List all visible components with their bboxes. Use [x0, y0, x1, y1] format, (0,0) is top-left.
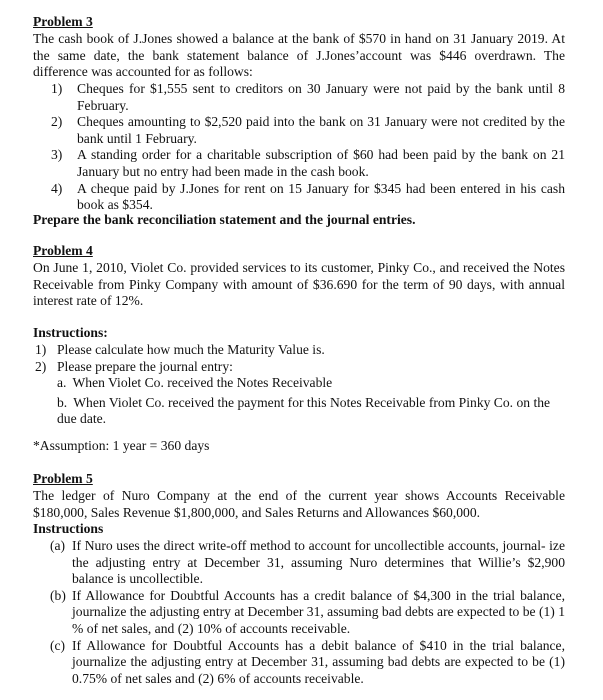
list-item — [33, 81, 565, 114]
problem-4-assumption: *Assumption: 1 year = 360 days — [33, 438, 210, 453]
list-item — [33, 359, 565, 376]
list-marker: a. — [57, 375, 67, 390]
problem-5-list — [50, 538, 565, 687]
list-marker: (c) — [50, 637, 66, 653]
list-item-text: Please calculate how much the Maturity Value is. — [57, 342, 325, 357]
list-item-text: Cheques amounting to $2,520 paid into the bank on 31 January were not credited by the bank until 1 February. — [77, 114, 565, 146]
list-marker: 2) — [51, 114, 63, 130]
list-marker: 2) — [35, 358, 47, 374]
list-item-text: When Violet Co. received the Notes Receivable — [72, 375, 333, 390]
list-item — [50, 538, 565, 588]
list-item-text: A standing order for a charitable subscription of $60 had been paid by the bank on 21 January but no entry had been made in the cash book. — [77, 147, 565, 179]
list-item — [57, 375, 565, 392]
list-item — [33, 114, 565, 147]
problem-3-intro: The cash book of J.Jones showed a balance at the bank of $570 in hand on 31 January 2019. At the same date, the bank statement balance of J.Jones’account was $446 overdrawn. The difference was accounted for as follows: — [33, 31, 565, 80]
list-item-text: A cheque paid by J.Jones for rent on 15 January for $345 had been entered in his cash book as $354. — [77, 180, 565, 213]
problem-4-heading: Problem 4 — [33, 243, 93, 258]
list-item-text: When Violet Co. received the payment for this Notes Receivable from Pinky Co. on the due date. — [57, 394, 551, 427]
list-marker: (a) — [50, 538, 66, 553]
problem-4-intro: On June 1, 2010, Violet Co. provided services to its customer, Pinky Co., and received the Notes Receivable from Pinky Company with amount of $36.690 for the term of 90 days, with annual interest rate of 12%. — [33, 260, 565, 309]
problem-5-instructions-label: Instructions — [33, 521, 104, 536]
list-item-text: If Nuro uses the direct write-off method to account for uncollectible accounts, journal- ize the adjusting entry at December 31, assuming Nuro determines that Willie’s $2,900 balance is uncollectible. — [72, 538, 565, 587]
list-marker: 4) — [51, 180, 63, 196]
problem-3-list — [33, 81, 565, 214]
list-item-text: Cheques for $1,555 sent to creditors on 30 January were not paid by the bank until 8 February. — [77, 81, 565, 113]
problem-5-heading: Problem 5 — [33, 471, 93, 486]
list-marker: 1) — [51, 81, 63, 96]
list-marker: 3) — [51, 147, 63, 163]
problem-5-intro: The ledger of Nuro Company at the end of the current year shows Accounts Receivable $180,000, Sales Revenue $1,800,000, and Sales Returns and Allowances $60,000. — [33, 488, 565, 520]
list-item — [50, 638, 565, 688]
problem-3-task: Prepare the bank reconciliation statement and the journal entries. — [33, 212, 416, 227]
list-item — [57, 395, 565, 428]
problem-4-sub-list — [57, 375, 565, 428]
list-item-text: If Allowance for Doubtful Accounts has a credit balance of $4,300 in the trial balance, journalize the adjusting entry at December 31, assuming bad debts are expected to be (1) 1 % of net sales, and (2) 10% of accounts receivable. — [72, 587, 565, 636]
list-item — [50, 588, 565, 638]
problem-4-instructions-list — [33, 342, 565, 375]
problem-3-heading: Problem 3 — [33, 14, 93, 29]
list-item — [33, 147, 565, 180]
list-item-text: Please prepare the journal entry: — [57, 358, 233, 374]
list-item — [33, 342, 565, 359]
list-marker: 1) — [35, 342, 47, 357]
problem-4-instructions-label: Instructions: — [33, 325, 108, 340]
list-item — [33, 181, 565, 214]
list-marker: b. — [57, 394, 68, 410]
list-marker: (b) — [50, 587, 66, 603]
list-item-text: If Allowance for Doubtful Accounts has a debit balance of $410 in the trial balance, journalize the adjusting entry at December 31, assuming bad debts are expected to be (1) 0.75% of net sales and (2) 6% of accounts receivable. — [72, 637, 565, 686]
